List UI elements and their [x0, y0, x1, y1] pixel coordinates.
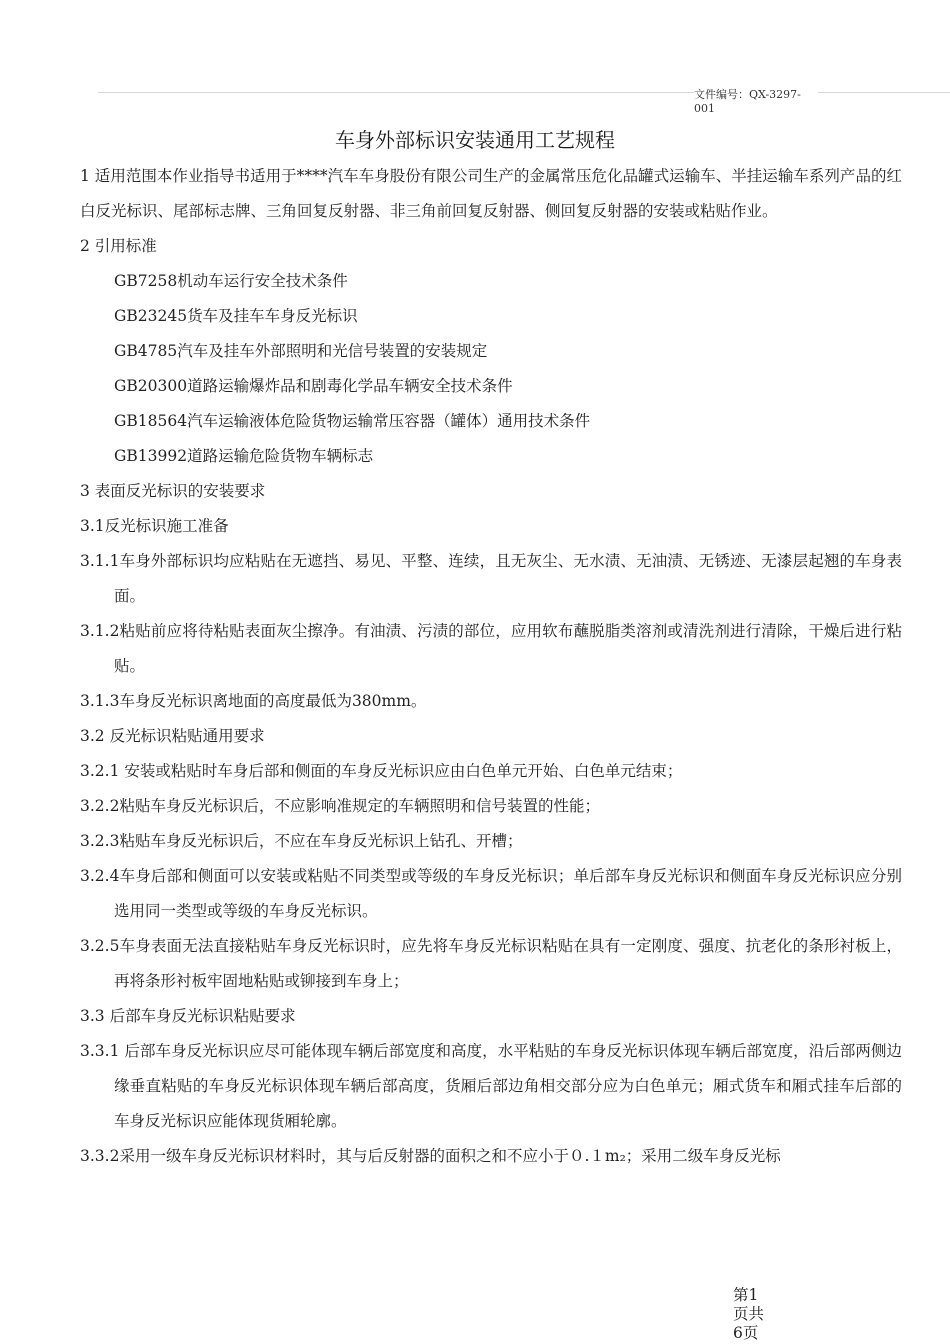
- clause-3-2-4: 3.2.4车身后部和侧面可以安装或粘贴不同类型或等级的车身反光标识；单后部车身反光标识和侧面车身反光标识应分别选用同一类型或等级的车身反光标识。: [80, 867, 902, 920]
- document-body: [80, 159, 902, 1174]
- header-rule: [98, 92, 950, 93]
- section-3-1-heading: 3.1反光标识施工准备: [80, 517, 229, 535]
- reference-standard: GB4785汽车及挂车外部照明和光信号装置的安装规定: [114, 342, 488, 360]
- clause-3-3-2: 3.3.2采用一级车身反光标识材料时，其与后反射器的面积之和不应小于０.１m₂；采用二级车身反光标: [80, 1147, 781, 1165]
- clause-3-2-3: 3.2.3粘贴车身反光标识后，不应在车身反光标识上钻孔、开槽；: [80, 832, 523, 850]
- document-number: 文件编号：QX-3297-001: [694, 88, 818, 116]
- reference-standard: GB13992道路运输危险货物车辆标志: [114, 447, 374, 465]
- clause-3-3-1: 3.3.1 后部车身反光标识应尽可能体现车辆后部宽度和高度，水平粘贴的车身反光标识体现车辆后部宽度，沿后部两侧边缘垂直粘贴的车身反光标识体现车辆后部高度，货厢后部边角相交部分应为白色单元；厢式货车和厢式挂车后部的车身反光标识应能体现货厢轮廓。: [80, 1042, 902, 1130]
- clause-3-1-1: 3.1.1车身外部标识均应粘贴在无遮挡、易见、平整、连续，且无灰尘、无水渍、无油渍、无锈迹、无漆层起翘的车身表面。: [80, 552, 902, 605]
- section-1-scope: 1 适用范围本作业指导书适用于****汽车车身股份有限公司生产的金属常压危化品罐式运输车、半挂运输车系列产品的红白反光标识、尾部标志牌、三角回复反射器、非三角前回复反射器、侧回复反射器的安装或粘贴作业。: [80, 167, 902, 220]
- clause-3-2-5: 3.2.5车身表面无法直接粘贴车身反光标识时，应先将车身反光标识粘贴在具有一定刚度、强度、抗老化的条形衬板上，再将条形衬板牢固地粘贴或铆接到车身上；: [80, 937, 902, 990]
- reference-standard: GB7258机动车运行安全技术条件: [114, 272, 348, 290]
- document-title: 车身外部标识安装通用工艺规程: [335, 128, 615, 152]
- clause-3-1-2: 3.1.2粘贴前应将待粘贴表面灰尘擦净。有油渍、污渍的部位，应用软布蘸脱脂类溶剂或清洗剂进行清除，干燥后进行粘贴。: [80, 622, 902, 675]
- section-3-heading: 3 表面反光标识的安装要求: [80, 482, 266, 500]
- clause-3-2-2: 3.2.2粘贴车身反光标识后，不应影响准规定的车辆照明和信号装置的性能；: [80, 797, 600, 815]
- page-number: 第1页共6页: [733, 1286, 765, 1342]
- reference-standard: GB18564汽车运输液体危险货物运输常压容器（罐体）通用技术条件: [114, 412, 591, 430]
- section-3-2-heading: 3.2 反光标识粘贴通用要求: [80, 727, 265, 745]
- reference-standard: GB20300道路运输爆炸品和剧毒化学品车辆安全技术条件: [114, 377, 513, 395]
- section-3-3-heading: 3.3 后部车身反光标识粘贴要求: [80, 1007, 296, 1025]
- reference-standard: GB23245货车及挂车车身反光标识: [114, 307, 358, 325]
- section-2-heading: 2 引用标准: [80, 237, 157, 255]
- clause-3-1-3: 3.1.3车身反光标识离地面的高度最低为380mm。: [80, 692, 427, 710]
- clause-3-2-1: 3.2.1 安装或粘贴时车身后部和侧面的车身反光标识应由白色单元开始、白色单元结束；: [80, 762, 683, 780]
